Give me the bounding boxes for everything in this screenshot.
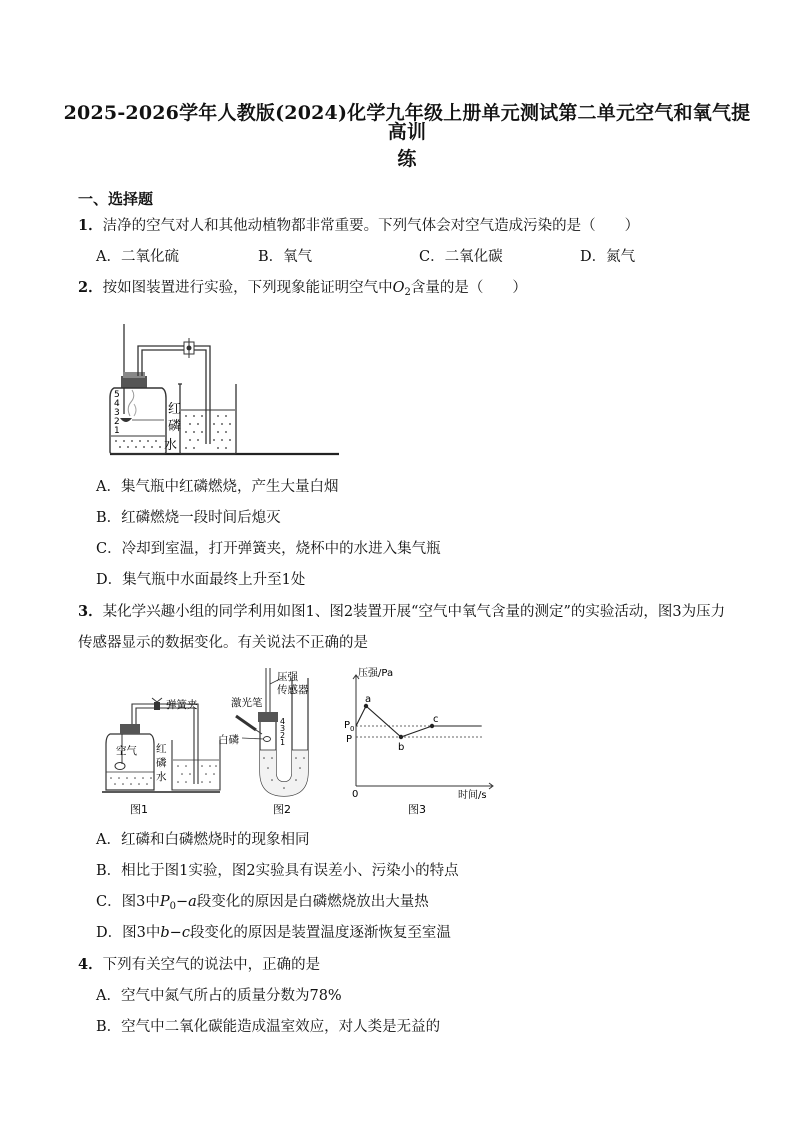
q4-option-b: B．空气中二氧化碳能造成温室效应，对人类是无益的 [96, 1019, 441, 1035]
q2-apparatus-figure [92, 318, 342, 463]
figure-1-caption: 图1 [130, 803, 148, 816]
point-a-label: a [365, 694, 372, 705]
question-3 [78, 605, 725, 620]
formula-oxygen: O [392, 280, 405, 296]
scale-mark-3: 3 [114, 408, 120, 418]
q1-option-a: A．二氧化硫 [96, 249, 179, 265]
p0-label: $P_0$ [344, 720, 355, 733]
q3-option-b: B．相比于图1实验，图2实验具有误差小、污染小的特点 [96, 863, 459, 879]
point-b-label: b [398, 742, 405, 753]
question-number: 2． [78, 279, 103, 296]
point-c-label: c [433, 714, 439, 725]
question-1 [78, 219, 639, 234]
label-pressure: 压强 [277, 671, 298, 683]
figure-3-caption: 图3 [408, 803, 426, 816]
q1-option-d: D．氮气 [580, 249, 636, 265]
question-4 [78, 958, 320, 973]
question-number: 1． [78, 217, 103, 234]
label-phosphorus: 磷 [156, 757, 167, 769]
question-text: 按如图装置进行实验，下列现象能证明空气中 [102, 280, 393, 296]
label-red: 红 [156, 743, 167, 755]
q3-option-d: D．图3中b−c段变化的原因是装置温度逐渐恢复至室温 [96, 925, 451, 941]
question-text: 下列有关空气的说法中，正确的是 [102, 957, 321, 973]
scale-mark-4: 4 [114, 399, 120, 409]
q4-option-a: A．空气中氮气所占的质量分数为78% [96, 988, 342, 1004]
label-water: 水 [164, 438, 178, 453]
document-title-line2: 练 [397, 148, 417, 170]
question-3-line2: 传感器显示的数据变化。有关说法不正确的是 [78, 635, 368, 651]
label-sensor: 传感器 [277, 684, 309, 696]
y-axis-label: 压强/Pa [358, 668, 394, 679]
q1-option-b: B．氧气 [258, 249, 313, 265]
scale-mark-3: 3 [280, 724, 286, 733]
q3-option-a: A．红磷和白磷燃烧时的现象相同 [96, 832, 310, 848]
label-laser-pen: 激光笔 [231, 697, 263, 709]
q3-option-c: C．图3中$P_0-a$段变化的原因是白磷燃烧放出大量热 [96, 894, 429, 912]
x-axis-label: 时间/s [458, 790, 487, 801]
question-text: 洁净的空气对人和其他动植物都非常重要。下列气体会对空气造成污染的是（ ） [102, 218, 640, 234]
question-text-end: 含量的是（ ） [410, 280, 527, 296]
figure-2 [218, 668, 309, 816]
figure-2-caption: 图2 [273, 803, 291, 816]
question-number: 3． [78, 603, 103, 620]
section-heading-choice: 一、选择题 [78, 190, 154, 208]
p-label: P [346, 734, 353, 745]
label-spring-clamp: 弹簧夹 [166, 699, 198, 711]
q2-option-d: D．集气瓶中水面最终上升至1处 [96, 572, 306, 588]
scale-mark-1: 1 [280, 738, 286, 747]
label-water: 水 [156, 771, 167, 783]
figure-3-pressure-graph [344, 667, 493, 816]
scale-mark-1: 1 [114, 426, 120, 436]
point-b-marker [399, 735, 403, 739]
q2-option-b: B．红磷燃烧一段时间后熄灭 [96, 510, 281, 526]
label-air: 空气 [116, 745, 137, 757]
scale-mark-2: 2 [114, 417, 120, 427]
scale-mark-5: 5 [114, 390, 120, 400]
scale-mark-4: 4 [280, 717, 286, 726]
q2-option-c: C．冷却到室温，打开弹簧夹，烧杯中的水进入集气瓶 [96, 541, 441, 557]
figure-1 [102, 698, 220, 816]
origin-label: 0 [352, 789, 359, 800]
formula-subscript: 2 [404, 287, 411, 298]
document-title-line1: 2025-2026学年人教版(2024)化学九年级上册单元测试第二单元空气和氧气提高训 [63, 102, 751, 143]
label-phosphorus: 磷 [168, 419, 182, 434]
question-number: 4． [78, 956, 103, 973]
label-red: 红 [168, 402, 182, 417]
question-text: 某化学兴趣小组的同学利用如图1、图2装置开展“空气中氧气含量的测定”的实验活动，图3为压力 [102, 604, 726, 620]
q3-figures [96, 664, 496, 820]
label-white-phosphorus: 白磷 [218, 734, 239, 746]
q2-option-a: A．集气瓶中红磷燃烧，产生大量白烟 [96, 479, 339, 495]
q1-option-c: C．二氧化碳 [419, 249, 503, 265]
question-2 [78, 281, 527, 298]
scale-mark-2: 2 [280, 731, 286, 740]
